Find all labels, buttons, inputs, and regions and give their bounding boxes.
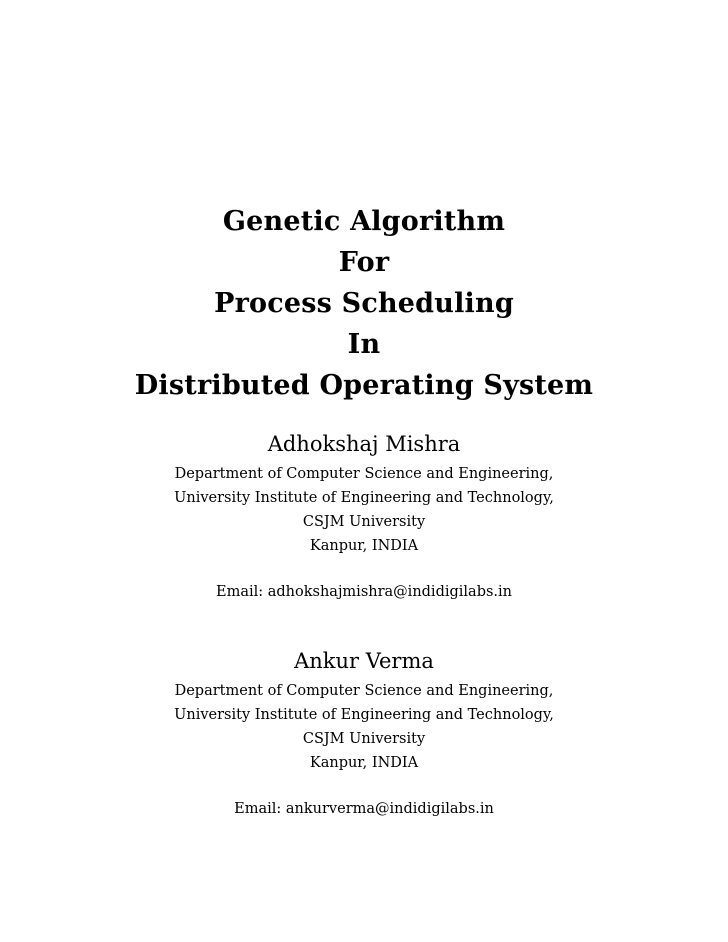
- author-block-2: [0, 645, 728, 821]
- affiliation-department: Department of Computer Science and Engineering,: [174, 683, 554, 699]
- title-line-5: Distributed Operating System: [134, 370, 594, 401]
- author-block-1: [0, 428, 728, 604]
- title-line-1: Genetic Algorithm: [222, 206, 506, 237]
- title-line-4: In: [347, 329, 381, 360]
- affiliation-institute: University Institute of Engineering and Technology,: [174, 707, 554, 723]
- paper-title: [0, 201, 728, 406]
- author-name: Adhokshaj Mishra: [267, 432, 461, 456]
- affiliation-department: Department of Computer Science and Engineering,: [174, 466, 554, 482]
- affiliation-institute: University Institute of Engineering and Technology,: [174, 490, 554, 506]
- affiliation-location: Kanpur, INDIA: [309, 538, 419, 554]
- affiliation-university: CSJM University: [302, 514, 426, 530]
- author-email: Email: adhokshajmishra@indidigilabs.in: [215, 584, 513, 600]
- author-email: Email: ankurverma@indidigilabs.in: [234, 801, 494, 817]
- title-line-3: Process Scheduling: [214, 288, 514, 319]
- author-name: Ankur Verma: [294, 649, 434, 673]
- title-line-2: For: [338, 247, 390, 278]
- affiliation-university: CSJM University: [302, 731, 426, 747]
- affiliation-location: Kanpur, INDIA: [309, 755, 419, 771]
